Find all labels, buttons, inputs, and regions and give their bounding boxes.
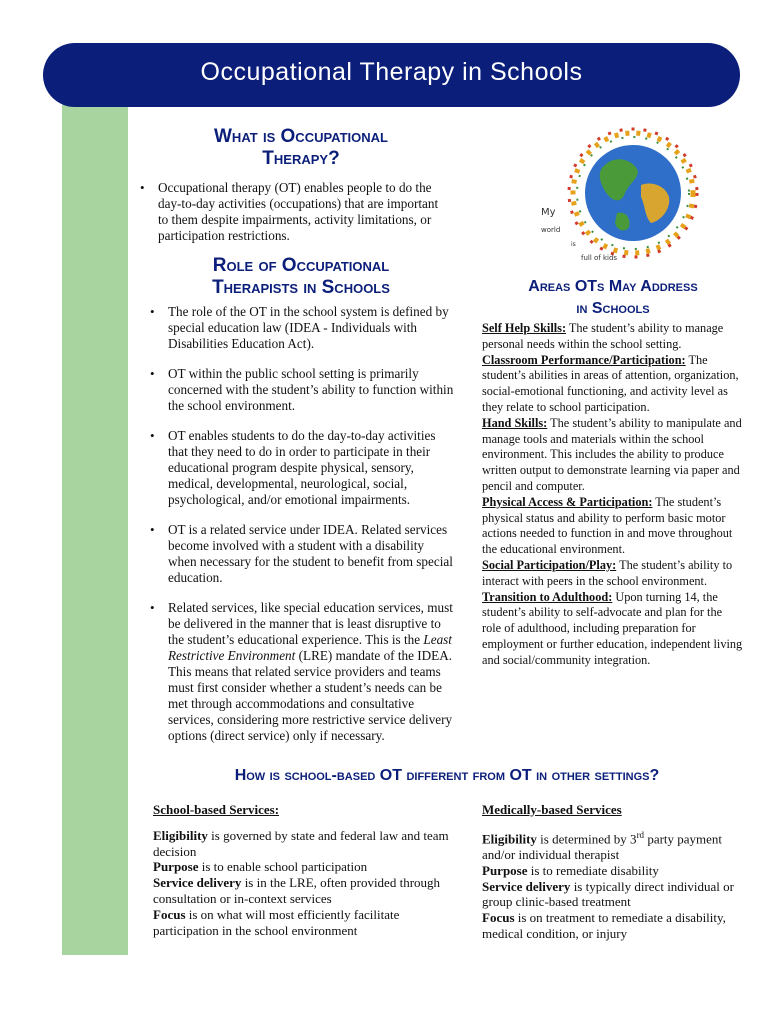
medical-based-section: [482, 802, 752, 942]
areas-list: [482, 321, 744, 669]
role-heading: Role of Occupational Therapists in Schools: [212, 255, 390, 298]
area-item: Hand Skills: The student’s ability to manipulate and manage tools and materials within the school environment. This includes the ability to produce written output to demonstrate learning via paper and pencil and computer.: [482, 415, 742, 493]
school-based-section: [153, 802, 449, 938]
comparison-row: Focus is on treatment to remediate a disability, medical condition, or injury: [482, 910, 726, 941]
list-item: • The role of the OT in the school system is defined by special education law (IDEA - Individuals with Disabilities Education Act).: [146, 304, 454, 352]
sidebar-accent-bar: [62, 105, 128, 955]
comparison-row: Focus is on what will most efficiently facilitate participation in the school environment: [153, 906, 400, 938]
list-item: • Related services, like special education services, must be delivered in the manner that is least disruptive to the student’s educational experience. This is the Least Restrictive Environment (LRE) mandate of the IDEA. This means that related service providers and teams must first consider whether a student’s needs can be met through accommodations and consultative services, considering more restrictive service delivery options (direct service) only if necessary.: [146, 600, 454, 744]
area-item: Transition to Adulthood: Upon turning 14, the student’s ability to self-advocate and plan for the role of adulthood, including preparation for employment or further education, independent living and social/community integration.: [482, 589, 743, 667]
globe-text-full: full of kids: [581, 254, 618, 262]
globe-text-my: My: [541, 207, 556, 218]
title-banner: [43, 43, 740, 107]
comparison-row: Service delivery is in the LRE, often provided through consultation or in-context services: [153, 875, 441, 906]
area-item: Physical Access & Participation: The student’s physical status and ability to perform basic motor actions needed to function in and move throughout the educational environment.: [482, 494, 733, 557]
list-item: • Occupational therapy (OT) enables people to do the day-to-day activities (occupations) that are important to them despite impairments, activity limitations, or participation restrictions.: [136, 180, 448, 244]
comparison-heading: How is school-based OT different from OT in other settings?: [234, 767, 660, 784]
list-item: • OT is a related service under IDEA. Related services become involved with a student with a disability when necessary for the student to benefit from special education.: [146, 522, 454, 586]
comparison-row: Service delivery is typically direct individual or group clinic-based treatment: [482, 878, 734, 910]
page-title: Occupational Therapy in Schools: [200, 58, 583, 86]
globe-text-is: is: [571, 241, 576, 248]
school-based-heading: School-based Services:: [153, 802, 280, 817]
comparison-row: Purpose is to remediate disability: [482, 862, 659, 878]
what-is-ot-list: [136, 180, 448, 244]
area-item: Social Participation/Play: The student’s ability to interact with peers in the school environment.: [482, 557, 733, 588]
comparison-row: Eligibility is governed by state and federal law and team decision: [153, 827, 449, 859]
globe-text-world: world: [541, 226, 561, 234]
what-is-ot-heading: What is Occupational Therapy?: [214, 126, 388, 169]
role-list: [146, 304, 454, 744]
list-item: • OT within the public school setting is primarily concerned with the student’s ability to function within the school environment.: [146, 366, 454, 414]
medical-based-heading: Medically-based Services: [482, 802, 622, 817]
areas-heading: Areas OTs May Address in Schools: [528, 278, 698, 317]
area-item: Self Help Skills: The student’s ability to manage personal needs within the school setting.: [482, 321, 724, 351]
comparison-row: Purpose is to enable school participation: [153, 859, 368, 875]
comparison-row: Eligibility is determined by 3rd party payment and/or individual therapist: [482, 829, 723, 862]
area-item: Classroom Performance/Participation: The student’s abilities in areas of attention, organization, social-emotional functioning, and activity level as they relate to school participation.: [482, 352, 739, 414]
lre-term: Least Restrictive Environment: [168, 632, 452, 663]
list-item: • OT enables students to do the day-to-day activities that they need to do in order to participate in their educational program despite physical, sensory, medical, developmental, neurological, social, psychological, and/or emotional impairments.: [146, 428, 454, 508]
